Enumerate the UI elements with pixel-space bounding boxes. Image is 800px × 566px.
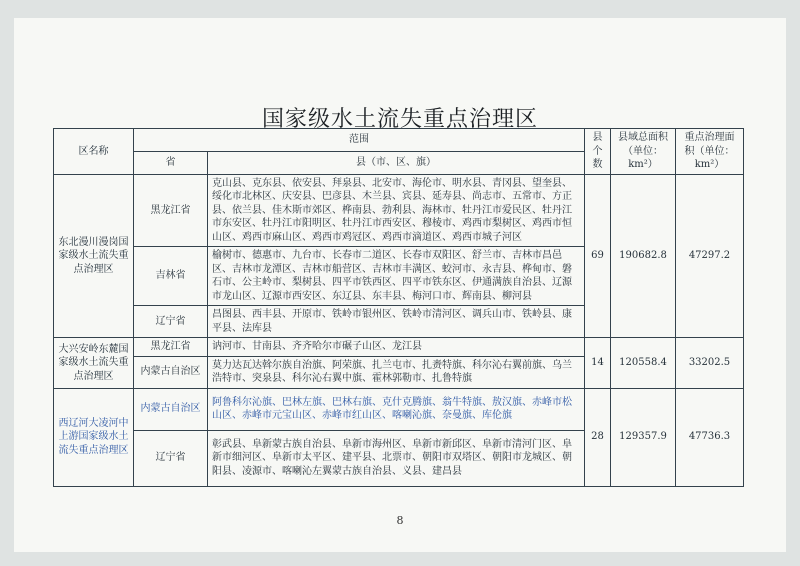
counties-cell: 阿鲁科尔沁旗、巴林左旗、巴林右旗、克什克腾旗、翁牛特旗、敖汉旗、赤峰市松山区、赤峰市元宝山区、赤峰市红山区、喀喇沁旗、奈曼旗、库伦旗 xyxy=(208,388,585,430)
county-count-cell: 69 xyxy=(585,174,611,338)
header-county-count: 县个数 xyxy=(585,129,611,175)
header-counties: 县（市、区、旗） xyxy=(208,151,585,174)
province-cell: 辽宁省 xyxy=(134,430,208,486)
page-number: 8 xyxy=(396,514,404,527)
counties-cell: 莫力达瓦达斡尔族自治旗、阿荣旗、扎兰屯市、扎赉特旗、科尔沁右翼前旗、乌兰浩特市、突泉县、科尔沁右翼中旗、霍林郭勒市、扎鲁特旗 xyxy=(208,356,585,388)
province-cell: 辽宁省 xyxy=(134,306,208,338)
document-title: 国家级水土流失重点治理区 xyxy=(261,107,538,132)
table-row xyxy=(54,388,744,430)
province-cell: 黑龙江省 xyxy=(134,174,208,247)
province-cell: 吉林省 xyxy=(134,247,208,306)
key-area-cell: 47297.2 xyxy=(676,174,744,338)
province-cell: 黑龙江省 xyxy=(134,338,208,357)
counties-cell: 讷河市、甘南县、齐齐哈尔市碾子山区、龙江县 xyxy=(208,338,585,357)
counties-cell: 克山县、克东县、依安县、拜泉县、北安市、海伦市、明水县、青冈县、望奎县、绥化市北林区、庆安县、巴彦县、木兰县、宾县、延寿县、尚志市、五常市、方正县、依兰县、佳木斯市郊区、桦南县、勃利县、海林市、牡丹江市爱民区、牡丹江市东安区、牡丹江市阳明区、牡丹江市西安区、穆棱市、鸡西市梨树区、鸡西市恒山区、鸡西市麻山区、鸡西市鸡冠区、鸡西市滴道区、鸡西市城子河区 xyxy=(208,174,585,247)
header-zone-name: 区名称 xyxy=(54,129,134,175)
header-scope: 范围 xyxy=(134,129,585,152)
header-county-area: 县域总面积（单位：km²） xyxy=(611,129,676,175)
counties-cell: 彰武县、阜新蒙古族自治县、阜新市海州区、阜新市新邱区、阜新市清河门区、阜新市细河区、阜新市太平区、建平县、北票市、朝阳市双塔区、朝阳市龙城区、朝阳县、凌源市、喀喇沁左翼蒙古族自治县、义县、建昌县 xyxy=(208,430,585,486)
province-cell: 内蒙古自治区 xyxy=(134,356,208,388)
table-row xyxy=(54,338,744,357)
county-area-cell: 129357.9 xyxy=(611,388,676,486)
county-count-cell: 14 xyxy=(585,338,611,389)
counties-cell: 昌图县、西丰县、开原市、铁岭市银州区、铁岭市清河区、调兵山市、铁岭县、康平县、法库县 xyxy=(208,306,585,338)
county-count-cell: 28 xyxy=(585,388,611,486)
zone-name: 东北漫川漫岗国家级水土流失重点治理区 xyxy=(54,174,134,338)
key-area-cell: 47736.3 xyxy=(676,388,744,486)
county-area-cell: 120558.4 xyxy=(611,338,676,389)
key-area-cell: 33202.5 xyxy=(676,338,744,389)
zone-name: 大兴安岭东麓国家级水土流失重点治理区 xyxy=(54,338,134,389)
governance-zone-table xyxy=(53,128,744,487)
header-row-1 xyxy=(54,129,744,152)
header-province: 省 xyxy=(134,151,208,174)
county-area-cell: 190682.8 xyxy=(611,174,676,338)
header-key-area: 重点治理面积（单位：km²） xyxy=(676,129,744,175)
table-row xyxy=(54,174,744,247)
province-cell: 内蒙古自治区 xyxy=(134,388,208,430)
counties-cell: 榆树市、德惠市、九台市、长春市二道区、长春市双阳区、舒兰市、吉林市昌邑区、吉林市龙潭区、吉林市船营区、吉林市丰满区、蛟河市、永吉县、桦甸市、磐石市、公主岭市、梨树县、四平市铁西区、四平市铁东区、伊通满族自治县、辽源市龙山区、辽源市西安区、东辽县、东丰县、梅河口市、辉南县、柳河县 xyxy=(208,247,585,306)
zone-name: 西辽河大凌河中上游国家级水土流失重点治理区 xyxy=(54,388,134,486)
